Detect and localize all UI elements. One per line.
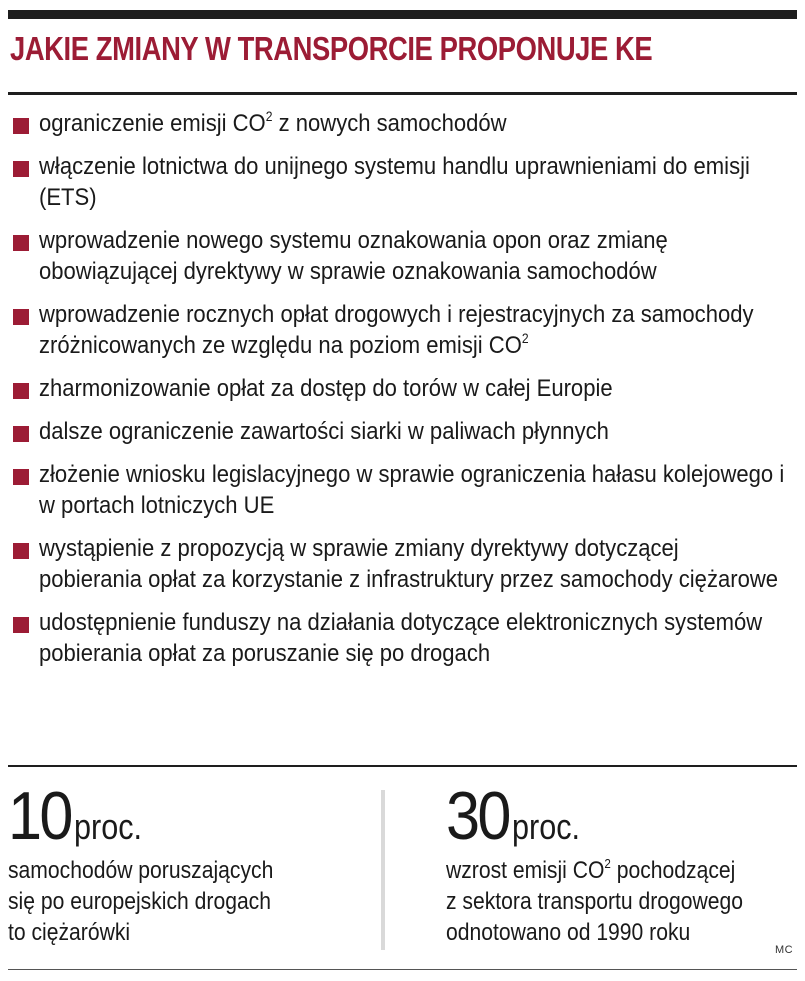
infobox-title: JAKIE ZMIANY W TRANSPORCIE PROPONUJE KE [10, 30, 653, 67]
top-rule [8, 10, 797, 19]
list-item-text: wystąpienie z propozycją w sprawie zmiany dyrektywy dotyczącej pobierania opłat za korzystanie z infrastruktury przez samochody ciężarowe [39, 535, 779, 593]
stat-desc-line: z sektora transportu drogowego [446, 888, 744, 915]
stat-number: 30 [446, 778, 509, 854]
list-item-text: złożenie wniosku legislacyjnego w sprawie ograniczenia hałasu kolejowego i w portach lotniczych UE [39, 461, 785, 519]
list-item [12, 108, 792, 139]
square-bullet-icon [13, 309, 29, 325]
list-item [12, 607, 792, 669]
square-bullet-icon [13, 617, 29, 633]
list-item [12, 225, 792, 287]
list-item [12, 299, 792, 361]
square-bullet-icon [13, 543, 29, 559]
stat-headline [8, 778, 368, 854]
square-bullet-icon [13, 235, 29, 251]
title-rule [8, 92, 797, 95]
stat-desc-line: odnotowano od 1990 roku [446, 919, 691, 946]
square-bullet-icon [13, 118, 29, 134]
stat-emissions [446, 778, 801, 948]
proposal-list [12, 108, 792, 681]
square-bullet-icon [13, 383, 29, 399]
list-item-text: dalsze ograniczenie zawartości siarki w paliwach płynnych [39, 418, 609, 445]
column-divider [381, 790, 385, 950]
list-item-text: wprowadzenie rocznych opłat drogowych i rejestracyjnych za samochody zróżnicowanych ze względu na poziom emisji $CO^2$ [39, 301, 754, 359]
section-rule [8, 765, 797, 767]
author-credit: MC [775, 944, 794, 956]
list-item [12, 459, 792, 521]
stat-desc-line: to ciężarówki [8, 919, 131, 946]
stat-desc-line: samochodów poruszających [8, 857, 274, 884]
list-item-text: włączenie lotnictwa do unijnego systemu handlu uprawnieniami do emisji (ETS) [39, 153, 750, 211]
list-item [12, 151, 792, 213]
stat-unit: proc. [74, 806, 143, 847]
list-item-text: wprowadzenie nowego systemu oznakowania opon oraz zmianę obowiązującej dyrektywy w sprawie oznakowania samochodów [39, 227, 668, 285]
list-item [12, 533, 792, 595]
stat-desc-line: się po europejskich drogach [8, 888, 271, 915]
list-item [12, 416, 792, 447]
list-item [12, 373, 792, 404]
stat-description [8, 855, 360, 948]
list-item-text: zharmonizowanie opłat za dostęp do torów w całej Europie [39, 375, 613, 402]
bottom-rule [8, 969, 797, 970]
stat-unit: proc. [512, 806, 581, 847]
square-bullet-icon [13, 469, 29, 485]
stat-number: 10 [8, 778, 71, 854]
square-bullet-icon [13, 426, 29, 442]
square-bullet-icon [13, 161, 29, 177]
stat-desc-line: wzrost emisji $CO^2$ pochodzącej [446, 856, 736, 884]
stat-description [446, 855, 798, 948]
stat-trucks [8, 778, 368, 948]
list-item-text: udostępnienie funduszy na działania dotyczące elektronicznych systemów pobierania opłat za poruszanie się po drogach [39, 609, 763, 667]
list-item-text: ograniczenie emisji $CO^2$ z nowych samochodów [39, 108, 507, 137]
stat-headline [446, 778, 801, 854]
